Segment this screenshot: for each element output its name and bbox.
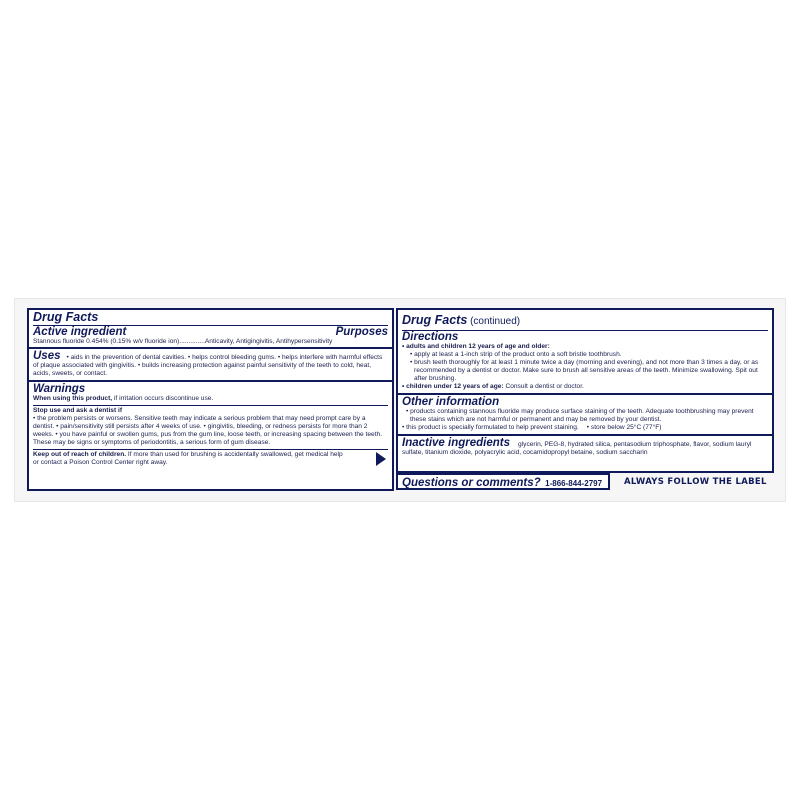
inactive-ingredients-heading: Inactive ingredients [402, 437, 511, 449]
active-ingredient-purposes: Anticavity, Antigingivitis, Antihypersensitivity [204, 338, 333, 345]
when-using-label: When using this product, [33, 395, 113, 402]
drug-facts-panel [27, 308, 394, 491]
inactive-ingredients-text: glycerin, PEG-8, hydrated silica, pentasodium triphosphate, flavor, sodium lauryl sulfate, titanium dioxide, polyacrylic acid, cocamidopropyl betaine, sodium saccharin [402, 441, 752, 456]
children-text: Consult a dentist or doctor. [503, 383, 584, 390]
active-ingredient-name: Stannous fluoride 0.454% (0.15% w/v fluoride ion) [33, 338, 180, 345]
active-ingredient-row [33, 338, 388, 347]
uses-heading: Uses [33, 350, 61, 362]
when-using-text: if irritation occurs discontinue use. [112, 395, 214, 402]
uses-text: • aids in the prevention of dental cavities. • helps control bleeding gums. • helps interfere with harmful effects of plaque associated with gingivitis. • builds increasing protection against painful sensitivity of the teeth to cold, heat, acids, sweets, or contact. [33, 354, 383, 377]
other-info-item: • store below 25°C (77°F) [586, 424, 662, 431]
inactive-ingredients-content [402, 437, 768, 457]
warnings-section [29, 382, 392, 470]
questions-phone: 1-866-844-2797 [545, 479, 603, 488]
keep-out-text: If more than used for brushing is accidentally swallowed, get medical help or contact a Poison Control Center right away. [33, 451, 343, 466]
stop-use-heading: Stop use and ask a dentist if [33, 407, 123, 414]
drug-facts-continued-title: Drug Facts [402, 313, 468, 327]
drug-facts-header-section [29, 310, 392, 349]
warnings-heading: Warnings [33, 383, 86, 395]
when-using-row [33, 395, 388, 406]
triangle-right-icon [376, 452, 386, 466]
questions-label: Questions or comments? [402, 477, 541, 489]
other-info-item: • this product is specially formulated to help prevent staining. [402, 424, 579, 431]
directions-section [398, 310, 772, 395]
children-label: • children under 12 years of age: [402, 383, 504, 390]
drug-facts-continued-panel [396, 308, 774, 473]
other-information-section [398, 395, 772, 436]
uses-content [33, 350, 388, 378]
other-info-row [402, 424, 768, 432]
questions-box [396, 473, 610, 490]
purposes-heading: Purposes [335, 326, 388, 338]
children-row [402, 383, 768, 391]
keep-out-row [33, 450, 388, 467]
direction-item: • apply at least a 1-inch strip of the product onto a soft bristle toothbrush. [410, 351, 622, 358]
direction-item: • brush teeth thoroughly for at least 1 minute twice a day (morning and evening), and not more than 3 times a day, or as recommended by a dentist or doctor. Make sure to brush all sensitive areas of the teeth. Minimize swallowing. Spit out after brushing. [410, 359, 759, 382]
stop-use-text: • the problem persists or worsens. Sensitive teeth may indicate a serious problem that may need prompt care by a dentist. • pain/sensitivity still persists after 4 weeks of use. • gingivitis, bleeding, or redness persists for more than 2 weeks. • you have painful or swollen gums, pus from the gum line, loose teeth, or increasing spacing between the teeth. These may be signs or symptoms of periodontitis, a serious form of gum disease. [33, 415, 388, 450]
other-information-heading: Other information [402, 396, 500, 408]
other-info-item: • products containing stannous fluoride may produce surface staining of the teeth. Adequate toothbrushing may prevent these stains which are not harmful or permanent and may be removed by your dentist. [406, 408, 754, 423]
continued-suffix: (continued) [467, 316, 521, 327]
directions-heading: Directions [402, 331, 459, 343]
active-ingredient-heading: Active ingredient [33, 326, 127, 338]
keep-out-label: Keep out of reach of children. [33, 451, 127, 458]
questions-row [398, 475, 608, 490]
continued-title-row [402, 311, 768, 331]
active-ingredient-header [33, 326, 388, 338]
leader-dots: .............. [179, 338, 205, 345]
inactive-ingredients-section [398, 436, 772, 459]
uses-section [29, 349, 392, 382]
adults-label: • adults and children 12 years of age and older: [402, 343, 550, 350]
drug-facts-title: Drug Facts [33, 311, 388, 326]
always-follow-label-note: ALWAYS FOLLOW THE LABEL [624, 477, 767, 487]
